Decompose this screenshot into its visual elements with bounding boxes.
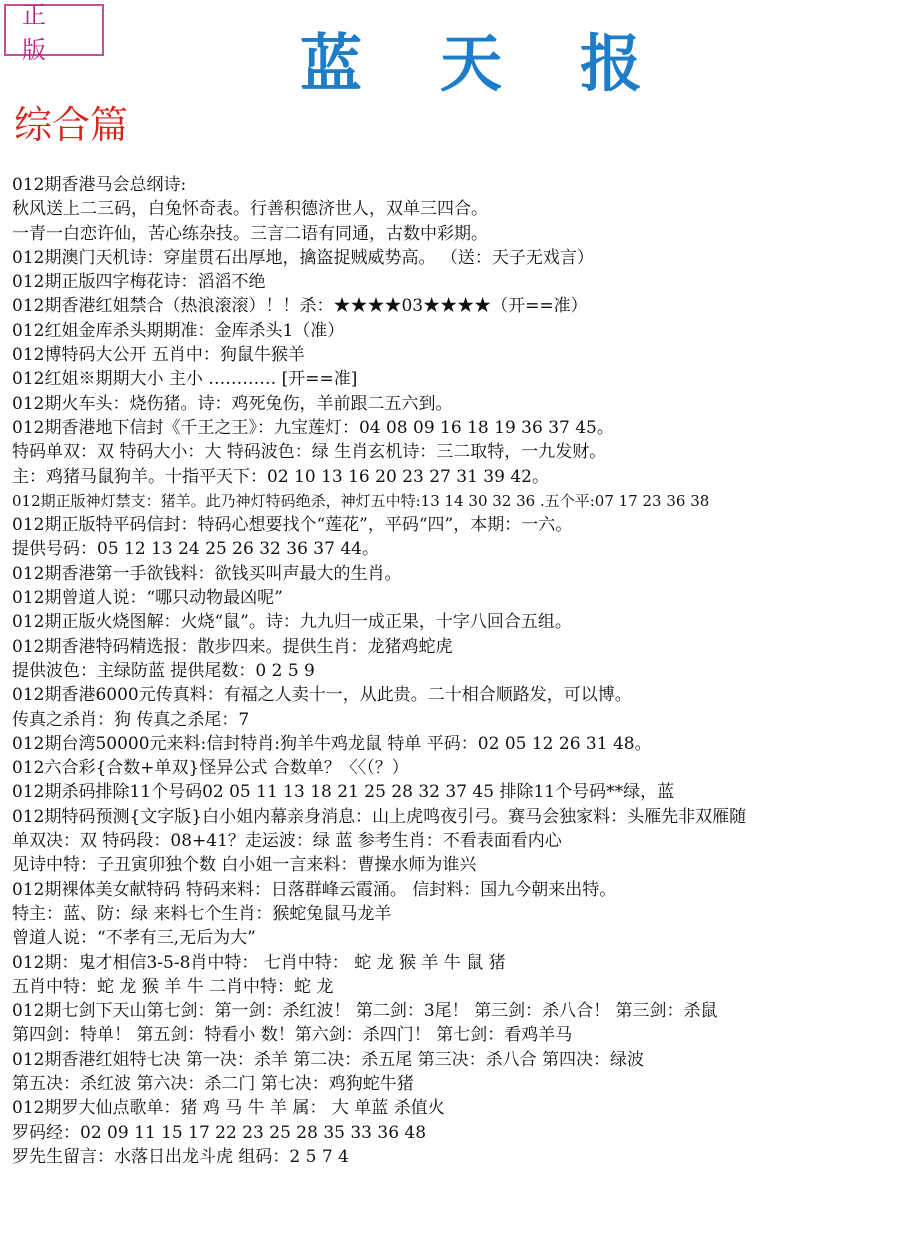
text-line: 012期裸体美女献特码 特码来料：日落群峰云霞涌。 信封料：国九今朝来出特。 <box>12 879 617 900</box>
text-line: 012期香港红姐禁合（热浪滚滚）！！杀：★★★★03★★★★（开==准） <box>12 296 588 317</box>
text-line: 第四剑：特单！ 第五剑：特看小 数！第六剑：杀四门！ 第七剑：看鸡羊马 <box>12 1025 573 1046</box>
text-line: 主：鸡猪马鼠狗羊。十指平天下：02 10 13 16 20 23 27 31 39 42。 <box>12 466 549 487</box>
text-line: 012期正版四字梅花诗：滔滔不绝 <box>12 272 266 293</box>
text-line: 012六合彩{合数+单双}怪异公式 合数单？〈〈（？） <box>12 758 409 779</box>
text-line: 012期特码预测{文字版}白小姐内幕亲身消息：山上虎鸣夜引弓。赛马会独家料：头雁先非双雁随 <box>12 806 747 827</box>
text-line: 传真之杀肖：狗 传真之杀尾：7 <box>12 709 250 730</box>
text-line: 罗先生留言：水落日出龙斗虎 组码：2 5 7 4 <box>12 1146 349 1167</box>
text-line: 一青一白恋许仙，苦心练杂技。三言二语有同通，古数中彩期。 <box>12 223 488 244</box>
text-line: 012期：鬼才相信3-5-8肖中特： 七肖中特： 蛇 龙 猴 羊 牛 鼠 猪 <box>12 952 506 973</box>
text-line: 提供波色：主绿防蓝 提供尾数：0 2 5 9 <box>12 660 315 681</box>
text-line: 见诗中特：子丑寅卯独个数 白小姐一言来料：曹操水师为谁兴 <box>12 855 477 876</box>
section-heading: 综合篇 <box>14 103 129 147</box>
page-title: 蓝天报 <box>300 27 721 100</box>
text-line: 第五决：杀红波 第六决：杀二门 第七决：鸡狗蛇牛猪 <box>12 1073 414 1094</box>
text-line: 012期香港红姐特七决 第一决：杀羊 第二决：杀五尾 第三决：杀八合 第四决：绿波 <box>12 1049 645 1070</box>
text-line: 012期曾道人说：“哪只动物最凶呢” <box>12 588 283 609</box>
text-line: 012期正版神灯禁支：猪羊。此乃神灯特码绝杀，神灯五中特:13 14 30 32 36 .五个平:07 17 23 36 38 <box>12 491 710 510</box>
text-line: 012期香港6000元传真料：有福之人卖十一，从此贵。二十相合顺路发，可以博。 <box>12 685 632 706</box>
text-line: 012期香港地下信封《千王之王》：九宝莲灯：04 08 09 16 18 19 36 37 45。 <box>12 417 614 438</box>
text-line: 特主：蓝、防：绿 来料七个生肖：猴蛇兔鼠马龙羊 <box>12 903 392 924</box>
text-line: 曾道人说：“不孝有三,无后为大” <box>12 928 256 949</box>
text-line: 012期七剑下天山第七剑：第一剑：杀红波！ 第二剑：3尾！ 第三剑：杀八合！ 第三剑：杀鼠 <box>12 1001 718 1022</box>
text-line: 012期杀码排除11个号码02 05 11 13 18 21 25 28 32 37 45 排除11个号码**绿，蓝 <box>12 782 675 803</box>
text-line: 012期正版火烧图解：火烧“鼠”。诗：九九归一成正果，十字八回合五组。 <box>12 612 572 633</box>
text-line: 秋风送上二三码，白兔怀奇表。行善积德济世人，双单三四合。 <box>12 199 488 220</box>
text-line: 五肖中特：蛇 龙 猴 羊 牛 二肖中特：蛇 龙 <box>12 976 334 997</box>
text-line: 提供号码：05 12 13 24 25 26 32 36 37 44。 <box>12 539 379 560</box>
text-line: 罗码经：02 09 11 15 17 22 23 25 28 35 33 36 48 <box>12 1122 427 1143</box>
text-line: 012期香港马会总纲诗: <box>12 175 187 195</box>
text-line: 特码单双：双 特码大小：大 特码波色：绿 生肖玄机诗：三二取特，一九发财。 <box>12 442 607 463</box>
text-line: 单双决：双 特码段：08+41？走运波：绿 蓝 参考生肖：不看表面看内心 <box>12 831 562 852</box>
text-line: 012期火车头：烧伤猪。诗：鸡死兔伤，羊前跟二五六到。 <box>12 393 453 414</box>
text-line: 012红姐※期期大小 主小 ………… [开==准] <box>12 369 358 390</box>
text-line: 012红姐金库杀头期期准：金库杀头1（准） <box>12 320 345 341</box>
content-lines <box>12 173 900 1169</box>
text-line: 012博特码大公开 五肖中：狗鼠牛猴羊 <box>12 345 305 366</box>
text-line: 012期香港第一手欲钱料：欲钱买叫声最大的生肖。 <box>12 563 402 584</box>
text-line: 012期澳门天机诗：穿崖贯石出厚地，擒盗捉贼威势高。 （送：天子无戏言） <box>12 247 594 268</box>
text-line: 012期台湾50000元来料:信封特肖:狗羊牛鸡龙鼠 特单 平码：02 05 12 26 31 48。 <box>12 733 652 754</box>
text-line: 012期正版特平码信封：特码心想要找个“莲花”，平码“四”，本期：一六。 <box>12 515 573 536</box>
text-line: 012期罗大仙点歌单：猪 鸡 马 牛 羊 属： 大 单蓝 杀值火 <box>12 1098 445 1119</box>
edition-badge: 正版 <box>4 4 104 56</box>
text-line: 012期香港特码精选报：散步四来。提供生肖：龙猪鸡蛇虎 <box>12 636 453 657</box>
